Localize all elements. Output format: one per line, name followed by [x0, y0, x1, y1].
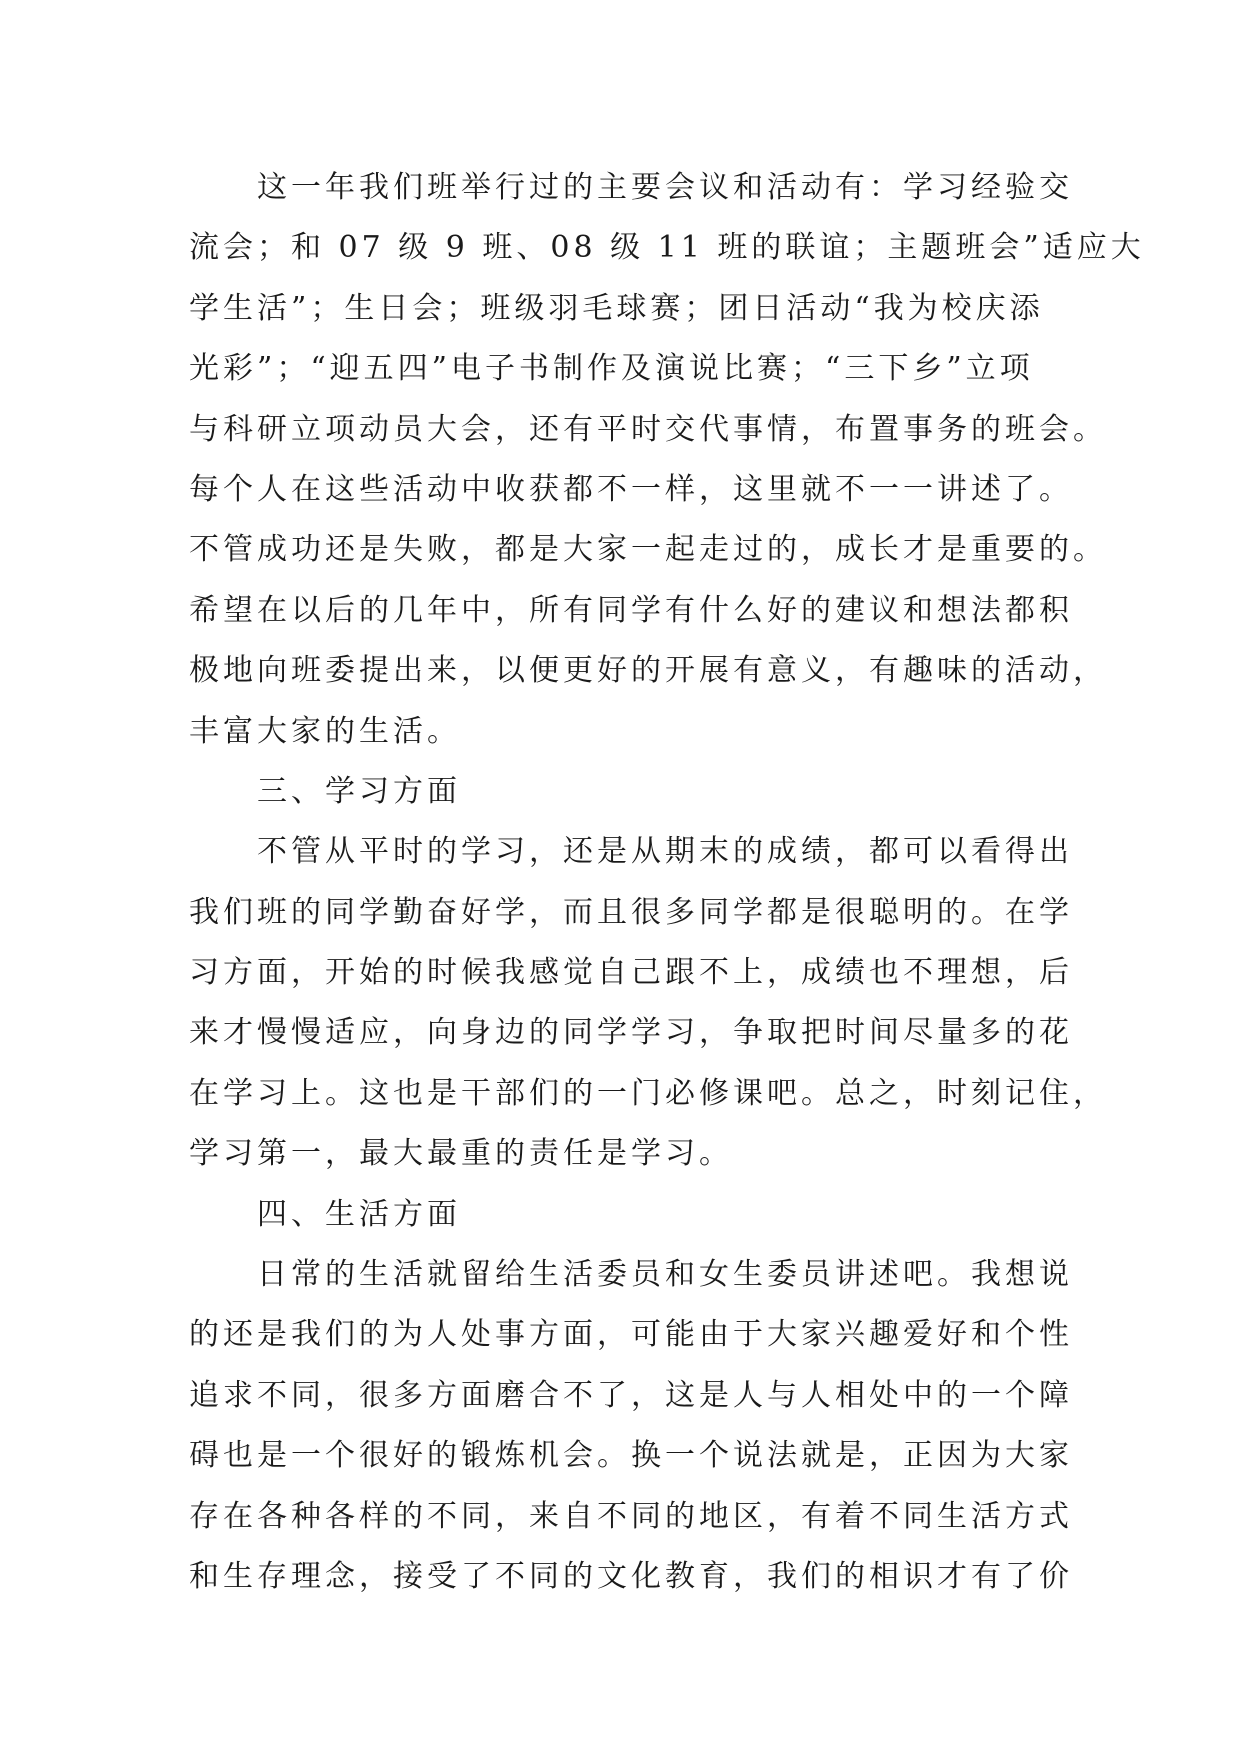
text-line: 日常的生活就留给生活委员和女生委员讲述吧。我想说 [257, 1257, 1073, 1293]
text-line: 在学习上。这也是干部们的一门必修课吧。总之，时刻记住， [189, 1075, 1107, 1111]
text-line: 不管从平时的学习，还是从期末的成绩，都可以看得出 [257, 834, 1073, 870]
text-line: 学生活”；生日会；班级羽毛球赛；团日活动“我为校庆添 [189, 290, 1044, 326]
text-line: 丰富大家的生活。 [189, 713, 461, 749]
text-line: 碍也是一个很好的锻炼机会。换一个说法就是，正因为大家 [189, 1438, 1073, 1474]
text-line: 追求不同，很多方面磨合不了，这是人与人相处中的一个障 [189, 1377, 1073, 1413]
text-line: 流会；和 07 级 9 班、08 级 11 班的联谊；主题班会”适应大 [189, 230, 1145, 266]
text-line: 来才慢慢适应，向身边的同学学习，争取把时间尽量多的花 [189, 1015, 1073, 1051]
text-line: 学习第一，最大最重的责任是学习。 [189, 1136, 733, 1172]
text-line: 四、生活方面 [257, 1196, 461, 1232]
text-line: 光彩”；“迎五四”电子书制作及演说比赛；“三下乡”立项 [189, 351, 1034, 387]
text-line: 这一年我们班举行过的主要会议和活动有：学习经验交 [257, 170, 1073, 205]
text-line: 习方面，开始的时候我感觉自己跟不上，成绩也不理想，后 [189, 955, 1073, 991]
text-line: 希望在以后的几年中，所有同学有什么好的建议和想法都积 [189, 592, 1073, 628]
document-body [189, 158, 1145, 1607]
text-line: 的还是我们的为人处事方面，可能由于大家兴趣爱好和个性 [189, 1317, 1073, 1353]
text-line: 与科研立项动员大会，还有平时交代事情，布置事务的班会。 [189, 411, 1107, 447]
text-line: 三、学习方面 [257, 773, 461, 809]
text-line: 存在各种各样的不同，来自不同的地区，有着不同生活方式 [189, 1498, 1073, 1534]
text-line: 极地向班委提出来，以便更好的开展有意义，有趣味的活动， [189, 653, 1107, 689]
text-line: 和生存理念，接受了不同的文化教育，我们的相识才有了价 [189, 1558, 1073, 1594]
text-line: 不管成功还是失败，都是大家一起走过的，成长才是重要的。 [189, 532, 1107, 568]
text-line: 我们班的同学勤奋好学，而且很多同学都是很聪明的。在学 [189, 894, 1073, 930]
text-line: 每个人在这些活动中收获都不一样，这里就不一一讲述了。 [189, 471, 1073, 507]
